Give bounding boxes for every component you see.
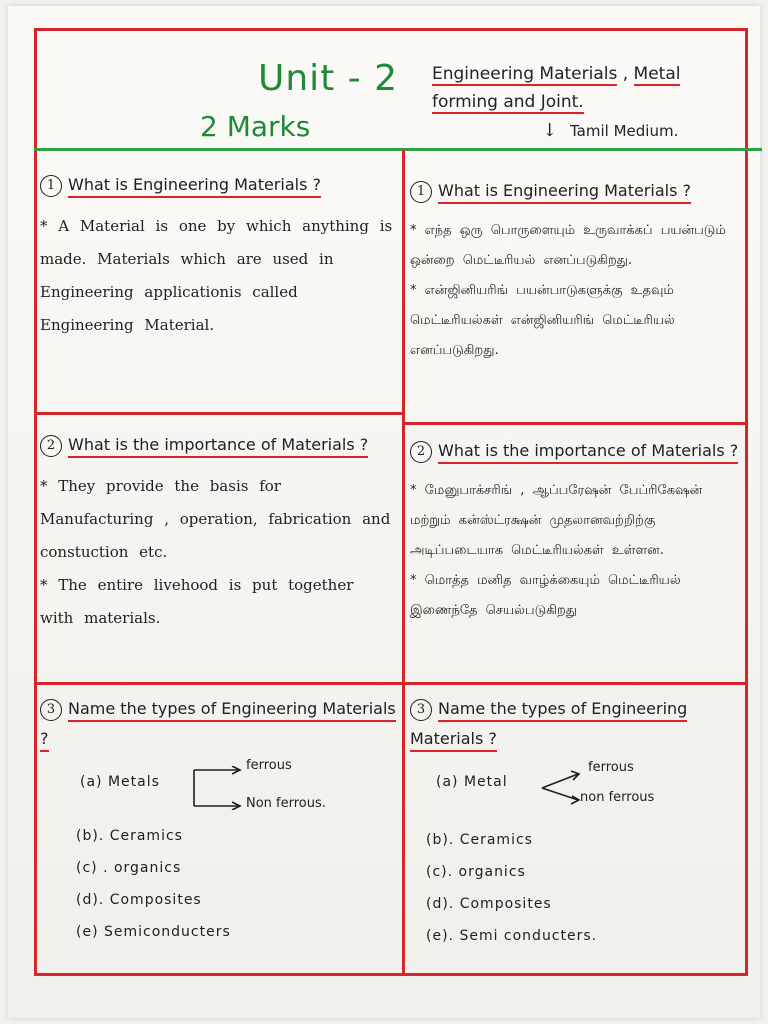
left-q2-answer-1: * They provide the basis for Manufacturing , operation, fabrication and constuction etc.: [40, 477, 391, 561]
right-q1-answer-2: * என்ஜினியரிங் பயன்பாடுகளுக்கு உதவும் மெட்டீரியல்கள் என்ஜினியரிங் மெட்டீரியல் எனப்படுகிறது.: [410, 283, 675, 358]
left-row-divider-1: [34, 412, 402, 415]
q2-number-badge: 2: [410, 441, 432, 463]
left-metals-label: (a) Metals: [80, 774, 160, 790]
split-arrow-icon: [540, 768, 584, 808]
right-metals-branch: [410, 760, 742, 816]
unit-title: Unit - 2: [258, 58, 399, 99]
marks-heading: 2 Marks: [200, 110, 311, 143]
list-item: (d). Composites: [426, 896, 552, 912]
left-q2-cell: [34, 430, 402, 635]
list-item: (e) Semiconducters: [76, 924, 231, 940]
left-q2-answer-2: * The entire livehood is put together with materials.: [40, 576, 354, 627]
list-item: (c). organics: [426, 864, 526, 880]
list-item: (d). Composites: [76, 892, 202, 908]
list-item: (b). Ceramics: [76, 828, 183, 844]
right-ferrous: ferrous: [588, 760, 634, 775]
topic-part2: Metal: [633, 64, 681, 84]
arrow-down-icon: ↓: [542, 120, 558, 141]
right-metals-label: (a) Metal: [436, 774, 508, 790]
q1-number-badge: 1: [40, 175, 62, 197]
topic-line2: forming and Joint.: [432, 92, 584, 112]
right-q1-question: What is Engineering Materials ?: [438, 181, 691, 204]
left-material-list: [76, 820, 396, 948]
header-divider: [34, 148, 762, 151]
left-q3-cell: [34, 694, 402, 948]
right-q3-cell: [404, 694, 748, 952]
right-row-divider-1: [402, 422, 748, 425]
right-q2-answer-1: * மேனுபாக்சரிங் , ஆப்பரேஷன் பேப்ரிகேஷன் மற்றும் கன்ஸ்ட்ரக்ஷன் முதலானவற்றிற்கு அடிப்படையாக மெட்டீரியல்கள் உள்ளன.: [410, 483, 703, 558]
topic-part1: Engineering Materials: [432, 64, 618, 84]
right-q2-cell: [404, 436, 748, 626]
right-q1-answer-1: * எந்த ஒரு பொருளையும் உருவாக்கப் பயன்படும் ஒன்றை மெட்டீரியல் எனப்படுகிறது.: [410, 223, 726, 268]
bracket-arrow-icon: [190, 766, 250, 810]
list-item: (b). Ceramics: [426, 832, 533, 848]
right-q1-cell: [404, 176, 748, 366]
row-divider-2: [34, 682, 748, 685]
right-material-list: [426, 824, 742, 952]
left-non-ferrous: Non ferrous.: [246, 796, 326, 811]
left-q2-question: What is the importance of Materials ?: [68, 435, 368, 458]
right-q2-question: What is the importance of Materials ?: [438, 441, 738, 464]
list-item: (c) . organics: [76, 860, 182, 876]
right-q3-question: Name the types of Engineering Materials ?: [410, 699, 687, 752]
right-q2-answer-2: * மொத்த மனித வாழ்க்கையும் மெட்டீரியல் இணைந்தே செயல்படுகிறது: [410, 573, 681, 618]
left-ferrous: ferrous: [246, 758, 292, 773]
left-q3-question: Name the types of Engineering Materials ?: [40, 699, 396, 752]
medium-label: Tamil Medium.: [570, 122, 679, 140]
list-item: (e). Semi conducters.: [426, 928, 598, 944]
q2-number-badge: 2: [40, 435, 62, 457]
topic-sep: ,: [617, 64, 634, 84]
left-q1-answer: * A Material is one by which anything is made. Materials which are used in Engineering applicationis called Engineering Material.: [40, 217, 393, 334]
left-q1-cell: [34, 170, 402, 342]
right-non-ferrous: non ferrous: [580, 790, 655, 805]
q1-number-badge: 1: [410, 181, 432, 203]
left-q1-question: What is Engineering Materials ?: [68, 175, 321, 198]
q3-number-badge: 3: [410, 699, 432, 721]
q3-number-badge: 3: [40, 699, 62, 721]
left-metals-branch: [40, 758, 396, 816]
